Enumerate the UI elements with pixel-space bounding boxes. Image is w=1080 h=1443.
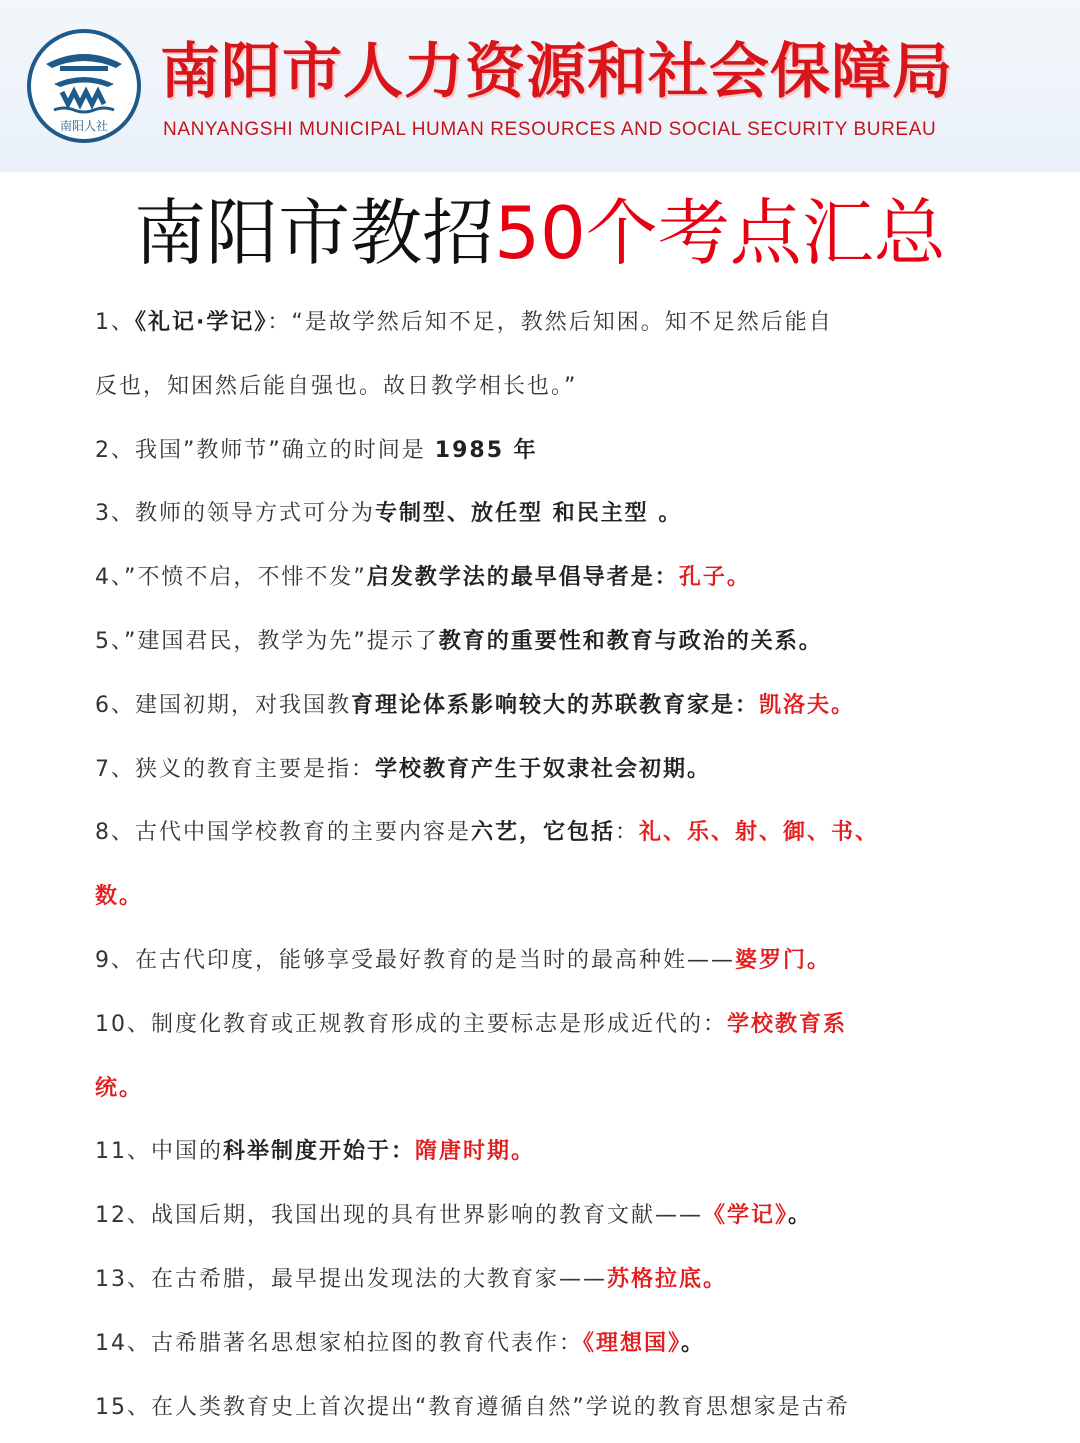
answer-text: 《学记》: [703, 1203, 789, 1229]
list-item: [95, 1184, 955, 1248]
org-subtitle: NANYANGSHI MUNICIPAL HUMAN RESOURCES AND SOCIAL SECURITY BUREAU: [163, 119, 937, 140]
answer-text: 隋唐时期。: [415, 1139, 536, 1165]
page-title-red: 50个考点汇总: [494, 191, 946, 275]
answer-text: 统。: [95, 1075, 144, 1101]
list-item: [95, 355, 955, 419]
page-title-black: 南阳市教招: [134, 191, 495, 275]
answer-text: 孔子。: [678, 565, 751, 591]
list-item: [95, 865, 955, 929]
emphasis-text: 科举制度开始于：: [223, 1139, 416, 1165]
emphasis-text: 。: [681, 1330, 706, 1356]
answer-text: 礼、乐、射、御、书、: [639, 820, 880, 846]
answer-text: 苏格拉底。: [607, 1266, 728, 1292]
body-text: 9、在古代印度，能够享受最好教育的是当时的最高种姓——: [95, 947, 735, 973]
emphasis-text: 。: [788, 1203, 813, 1229]
body-text: 14、古希腊著名思想家柏拉图的教育代表作：: [95, 1330, 583, 1356]
list-item: [95, 291, 955, 355]
list-item: [95, 674, 955, 738]
emphasis-text: 学校教育产生于奴隶社会初期。: [375, 756, 712, 782]
exam-points-list: [95, 291, 955, 1439]
body-text: 8、古代中国学校教育的主要内容是: [95, 820, 471, 846]
page-title: [0, 190, 1080, 276]
list-item: [95, 1057, 955, 1121]
list-item: [95, 929, 955, 993]
list-item: [95, 482, 955, 546]
answer-text: 婆罗门。: [735, 947, 832, 973]
emphasis-text: 《礼记·学记》: [135, 310, 268, 335]
body-text: 15、在人类教育史上首次提出“教育遵循自然”学说的教育思想家是古希: [95, 1394, 850, 1420]
header-banner: [0, 0, 1080, 172]
emphasis-text: 六艺，它包括: [471, 820, 616, 846]
list-item: [95, 1376, 955, 1440]
body-text: ：“是故学然后知不足，教然后知困。知不足然后能自: [267, 310, 833, 335]
body-text: 反也，知困然后能自强也。故日教学相长也。”: [95, 373, 578, 399]
answer-text: 《理想国》: [583, 1330, 682, 1356]
list-item: [95, 1312, 955, 1376]
emphasis-text: 专制型、放任型 和民主型 。: [375, 501, 683, 527]
list-item: [95, 1120, 955, 1184]
list-item: [95, 610, 955, 674]
list-item: [95, 801, 955, 865]
body-text: 13、在古希腊，最早提出发现法的大教育家——: [95, 1266, 607, 1292]
answer-text: 学校教育系: [727, 1011, 848, 1037]
emphasis-text: 1985 年: [434, 437, 538, 463]
list-item: [95, 1248, 955, 1312]
body-text: 12、战国后期，我国出现的具有世界影响的教育文献——: [95, 1203, 703, 1229]
body-text: 2、我国”教师节”确立的时间是: [95, 437, 435, 463]
list-item: [95, 738, 955, 802]
body-text: 10、制度化教育或正规教育形成的主要标志是形成近代的：: [95, 1011, 727, 1037]
list-item: [95, 419, 955, 483]
list-item: [95, 546, 955, 610]
body-text: 1、: [95, 310, 135, 335]
body-text: 11、中国的: [95, 1139, 223, 1165]
emphasis-text: 育理论体系影响较大的苏联教育家是：: [351, 692, 760, 718]
logo-text: 南阳人社: [59, 119, 109, 133]
list-item: [95, 993, 955, 1057]
emphasis-text: 启发教学法的最早倡导者是：: [366, 565, 679, 591]
body-text: 7、狭义的教育主要是指：: [95, 756, 375, 782]
org-title: 南阳市人力资源和社会保障局: [160, 37, 953, 107]
answer-text: 数。: [95, 884, 144, 910]
bureau-logo-icon: [24, 26, 144, 154]
body-text: 4、”不愤不启，不悱不发”: [95, 565, 367, 591]
body-text: 3、教师的领导方式可分为: [95, 501, 375, 527]
body-text: 6、建国初期，对我国教: [95, 692, 351, 718]
emphasis-text: 教育的重要性和教育与政治的关系。: [438, 628, 823, 654]
body-text: ：: [615, 820, 640, 846]
answer-text: 凯洛夫。: [759, 692, 856, 718]
body-text: 5、”建国君民，教学为先”提示了: [95, 628, 439, 654]
